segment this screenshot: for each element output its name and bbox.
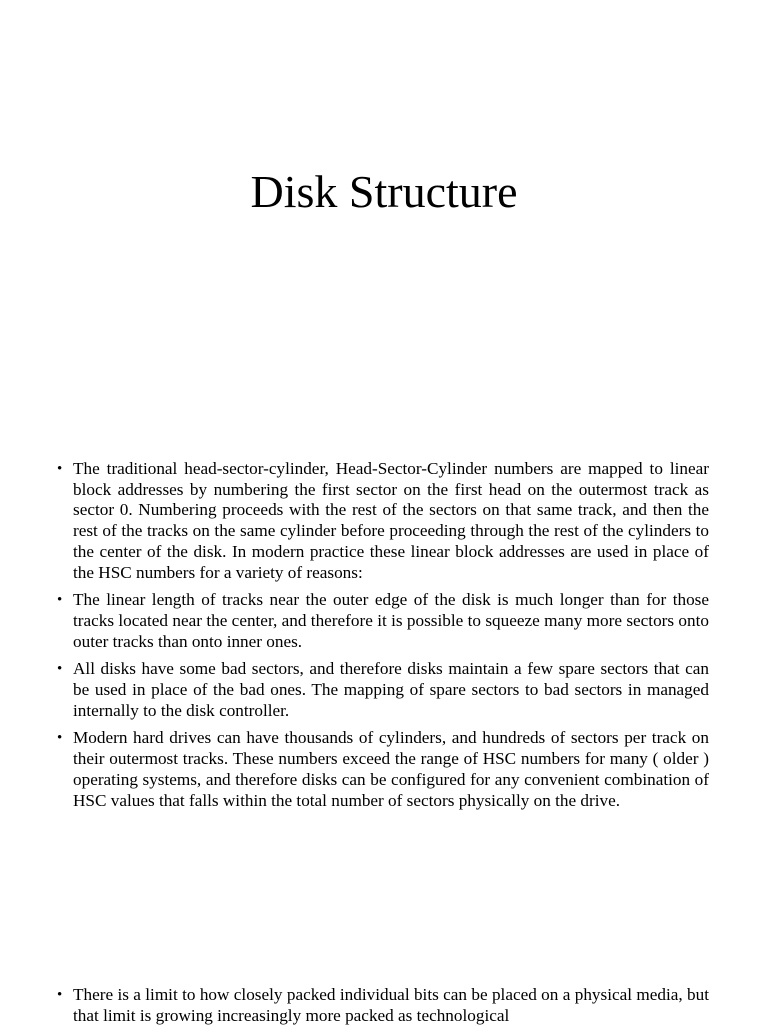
bullet-item-cylinders — [56, 728, 709, 811]
bullet-icon: • — [57, 987, 63, 1003]
bullet-text: The linear length of tracks near the outer edge of the disk is much longer than for those tracks located near the center, and therefore it is possible to squeeze many more sectors onto outer tracks than onto inner ones. — [73, 590, 709, 651]
bullet-list-continued — [56, 985, 709, 1033]
bullet-icon: • — [57, 661, 63, 678]
bullet-icon: • — [57, 461, 63, 477]
bullet-icon: • — [57, 730, 63, 747]
bullet-text: All disks have some bad sectors, and therefore disks maintain a few spare sectors that can be used in place of the bad ones. The mapping of spare sectors to bad sectors in managed internally to the disk controller. — [73, 659, 709, 720]
bullet-icon: • — [57, 592, 63, 609]
bullet-item-lba-mapping — [56, 459, 709, 583]
bullet-item-track-length — [56, 590, 709, 652]
bullet-text: There is a limit to how closely packed individual bits can be placed on a physical media, but that limit is growing increasingly more packed as technological — [73, 985, 709, 1025]
bullet-item-bad-sectors — [56, 659, 709, 721]
bullet-item-bit-density — [56, 985, 709, 1026]
bullet-text: The traditional head-sector-cylinder, Head-Sector-Cylinder numbers are mapped to linear block addresses by numbering the first sector on the first head on the outermost track as sector 0. Numbering proceeds with the rest of the sectors on that same track, and then the rest of the tracks on the same cylinder before proceeding through the rest of the cylinders to the center of the disk. In modern practice these linear block addresses are used in place of the HSC numbers for a variety of reasons: — [73, 459, 709, 582]
bullet-text: Modern hard drives can have thousands of cylinders, and hundreds of sectors per track on their outermost tracks. These numbers exceed the range of HSC numbers for many ( older ) operating systems, and therefore disks can be configured for any convenient combination of HSC values that falls within the total number of sectors physically on the drive. — [73, 728, 709, 810]
slide-title: Disk Structure — [250, 166, 518, 217]
bullet-list — [56, 459, 709, 818]
